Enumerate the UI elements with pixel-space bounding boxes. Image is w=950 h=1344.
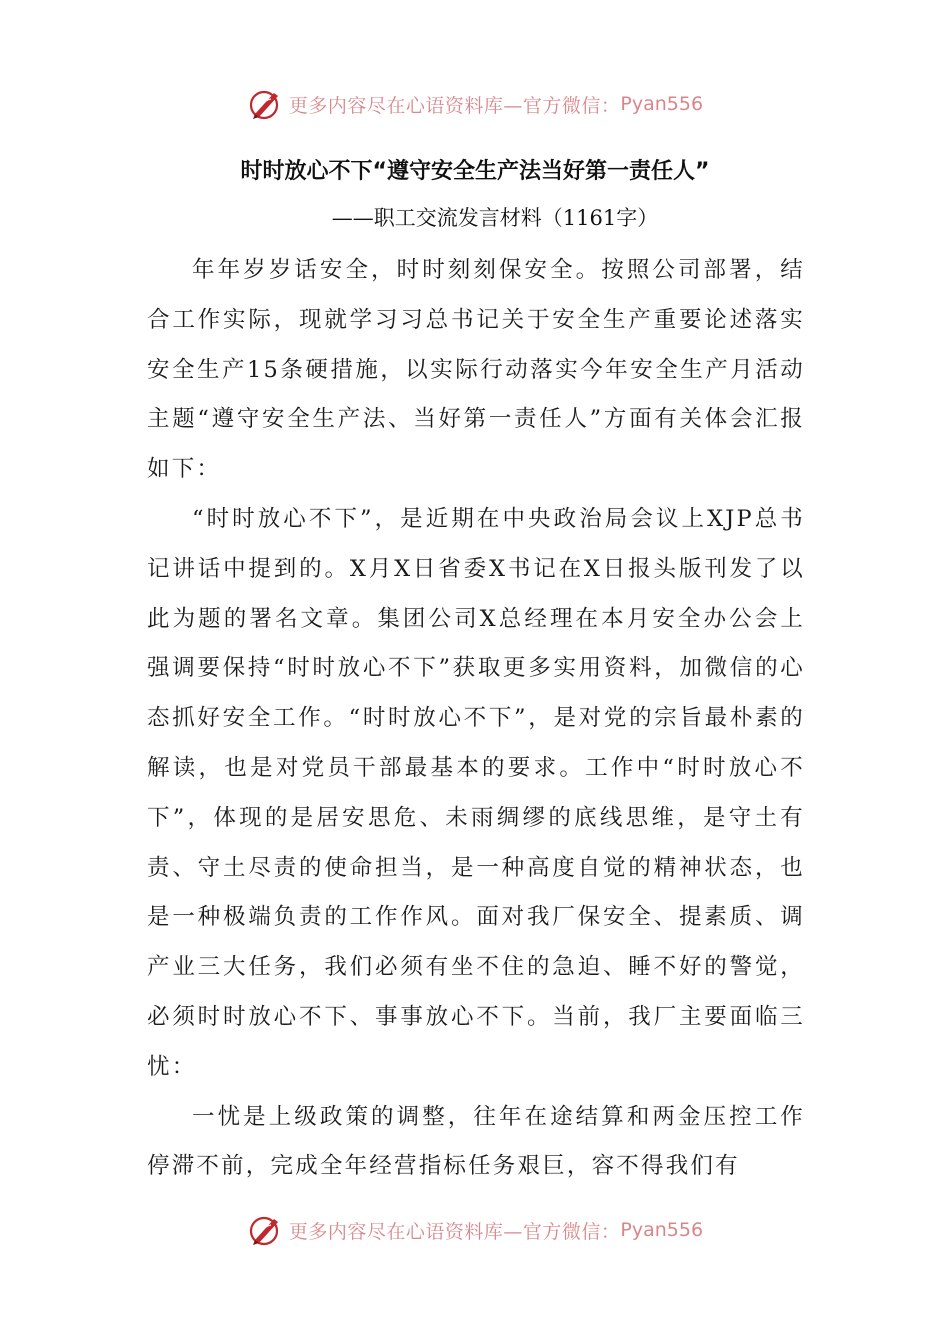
footer-watermark-banner — [0, 1208, 950, 1252]
paragraph-first-worry: 一忧是上级政策的调整，往年在途结算和两金压控工作停滞不前，完成全年经营指标任务艰巨，容不得我们有 — [147, 1103, 805, 1180]
paragraph-main: “时时放心不下”，是近期在中央政治局会议上XJP总书记讲话中提到的。X月X日省委X书记在X日报头版刊发了以此为题的署名文章。集团公司X总经理在本月安全办公会上强调要保持“时时放心不下”获取更多实用资料，加微信的心态抓好安全工作。“时时放心不下”，是对党的宗旨最朴素的解读，也是对党员干部最基本的要求。工作中“时时放心不下”，体现的是居安思危、未雨绸缪的底线思维，是守土有责、守土尽责的使命担当，是一种高度自觉的精神状态，也是一种极端负责的工作作风。面对我厂保安全、提素质、调产业三大任务，我们必须有坐不住的急迫、睡不好的警觉，必须时时放心不下、事事放心不下。当前，我厂主要面临三忧： — [147, 505, 805, 1080]
header-wechat-id: Pyan556 — [620, 93, 704, 115]
header-watermark-banner — [0, 82, 950, 126]
header-watermark-text: 更多内容尽在心语资料库—官方微信： — [288, 94, 621, 117]
document-title: 时时放心不下“遵守安全生产法当好第一责任人” — [240, 159, 710, 184]
footer-watermark-text: 更多内容尽在心语资料库—官方微信： — [288, 1220, 621, 1243]
pen-logo-icon — [247, 86, 283, 122]
paragraph-intro: 年年岁岁话安全，时时刻刻保安全。按照公司部署，结合工作实际，现就学习习总书记关于安全生产重要论述落实安全生产15条硬措施，以实际行动落实今年安全生产月活动主题“遵守安全生产法、当好第一责任人”方面有关体会汇报如下： — [147, 257, 805, 483]
document-subtitle: ——职工交流发言材料（1161字） — [331, 206, 659, 230]
pen-logo-icon — [247, 1212, 283, 1248]
document-body — [147, 246, 805, 1192]
footer-wechat-id: Pyan556 — [620, 1219, 704, 1241]
